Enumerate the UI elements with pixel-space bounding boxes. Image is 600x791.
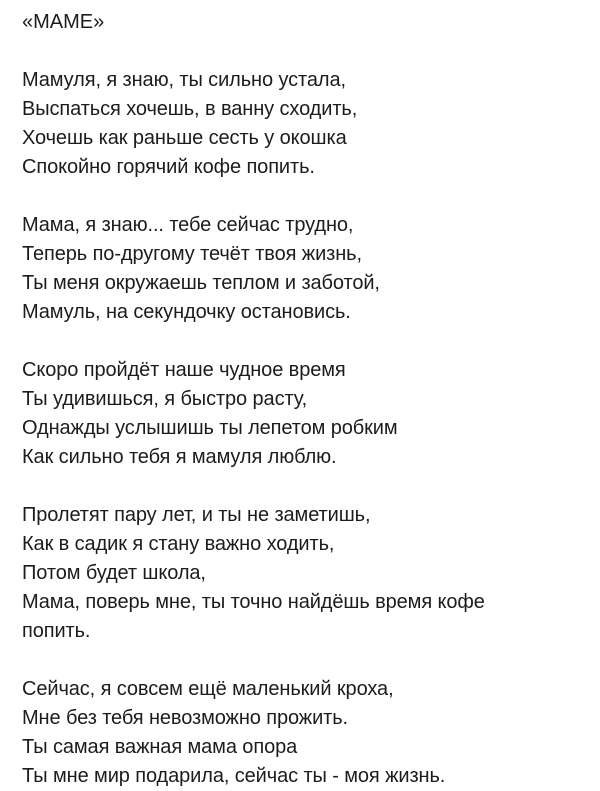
poem-line: Скоро пройдёт наше чудное время: [22, 359, 346, 381]
poem-line: Пролетят пару лет, и ты не заметишь,: [22, 504, 371, 526]
poem-line: Мама, я знаю... тебе сейчас трудно,: [22, 214, 354, 236]
poem-line: Ты меня окружаешь теплом и заботой,: [22, 272, 380, 294]
poem-line: Мамуля, я знаю, ты сильно устала,: [22, 69, 346, 91]
poem-line: Спокойно горячий кофе попить.: [22, 156, 315, 178]
poem-line: Теперь по-другому течёт твоя жизнь,: [22, 243, 362, 265]
poem-line: Ты мне мир подарила, сейчас ты - моя жизнь.: [22, 765, 446, 787]
stanza-3: [22, 356, 588, 472]
poem-line: Мне без тебя невозможно прожить.: [22, 707, 348, 729]
stanza-2: [22, 211, 588, 327]
stanza-5: [22, 675, 588, 791]
poem-line: Ты самая важная мама опора: [22, 736, 298, 758]
poem-title: «МАМЕ»: [22, 11, 105, 33]
poem-line: Ты удивишься, я быстро расту,: [22, 388, 308, 410]
poem-line: Потом будет школа,: [22, 562, 206, 584]
stanza-4: [22, 501, 588, 646]
poem-line: попить.: [22, 620, 91, 642]
poem-line: Как сильно тебя я мамуля люблю.: [22, 446, 337, 468]
poem-line: Мамуль, на секундочку остановись.: [22, 301, 351, 323]
poem-line: Выспаться хочешь, в ванну сходить,: [22, 98, 358, 120]
poem-line: Сейчас, я совсем ещё маленький кроха,: [22, 678, 394, 700]
poem-line: Мама, поверь мне, ты точно найдёшь время кофе: [22, 591, 485, 613]
poem-document: [22, 8, 588, 791]
poem-line: Хочешь как раньше сесть у окошка: [22, 127, 347, 149]
poem-line: Однажды услышишь ты лепетом робким: [22, 417, 398, 439]
poem-line: Как в садик я стану важно ходить,: [22, 533, 335, 555]
stanza-1: [22, 66, 588, 182]
